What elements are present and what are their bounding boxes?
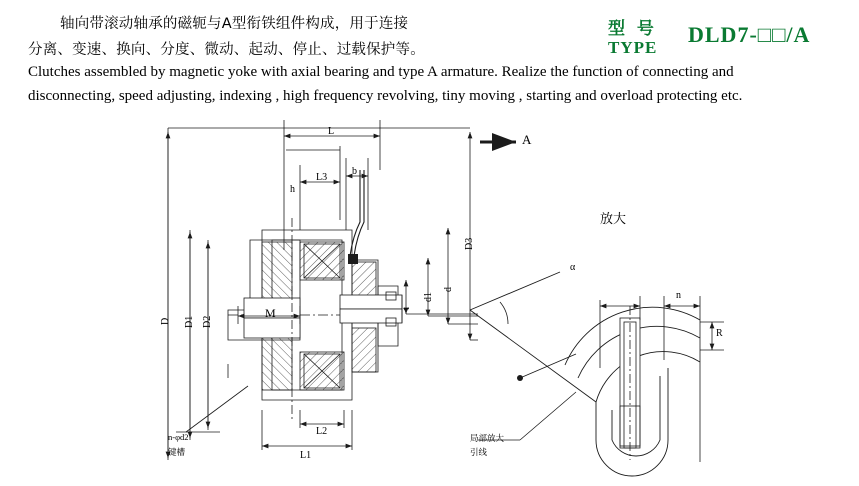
detail-view-title: 放大 xyxy=(600,211,627,226)
dim-label-L2: L2 xyxy=(316,426,328,437)
dim-label-L: L xyxy=(328,126,335,137)
dim-label-d1: d1 xyxy=(423,292,434,302)
dim-label-alpha: α xyxy=(570,262,576,273)
lead-note: 引线 xyxy=(470,447,488,457)
technical-drawing xyxy=(0,110,859,486)
dim-label-D3: D3 xyxy=(464,237,475,250)
dim-label-h: h xyxy=(290,184,295,195)
detail-note: 局部放大 xyxy=(470,433,505,443)
dim-label-L3: L3 xyxy=(316,172,328,183)
type-label-en: TYPE xyxy=(608,38,658,57)
dim-label-b: b xyxy=(352,166,357,177)
section-arrow-label: A xyxy=(522,132,532,147)
type-label-cn: 型 号 xyxy=(608,19,657,39)
dim-label-M: M xyxy=(265,306,276,320)
dim-label-R: R xyxy=(716,328,723,339)
dim-label-t: t xyxy=(401,307,412,310)
dim-label-n: n xyxy=(676,290,681,301)
dim-label-D: D xyxy=(160,317,171,325)
type-code: DLD7-□□/A xyxy=(688,22,811,47)
description-en-line-2: disconnecting, speed adjusting, indexing , high frequency revolving, tiny moving , starting and overload protecting etc. xyxy=(28,88,743,104)
dim-label-D2: D2 xyxy=(202,315,213,328)
dim-label-L1: L1 xyxy=(300,450,312,461)
description-en-line-1: Clutches assembled by magnetic yoke with axial bearing and type A armature. Realize the function of connecting and xyxy=(28,64,734,80)
dim-label-d: d xyxy=(443,287,454,292)
dim-label-D1: D1 xyxy=(184,315,195,328)
hole-note: n-φd2 xyxy=(168,432,189,442)
description-cn-line-2: 分离、变速、换向、分度、微动、起动、停止、过载保护等。 xyxy=(28,42,425,58)
keyway-note: 键槽 xyxy=(168,447,186,457)
description-cn-line-1: 轴向带滚动轴承的磁轭与A型衔铁组件构成，用于连接 xyxy=(60,16,409,32)
